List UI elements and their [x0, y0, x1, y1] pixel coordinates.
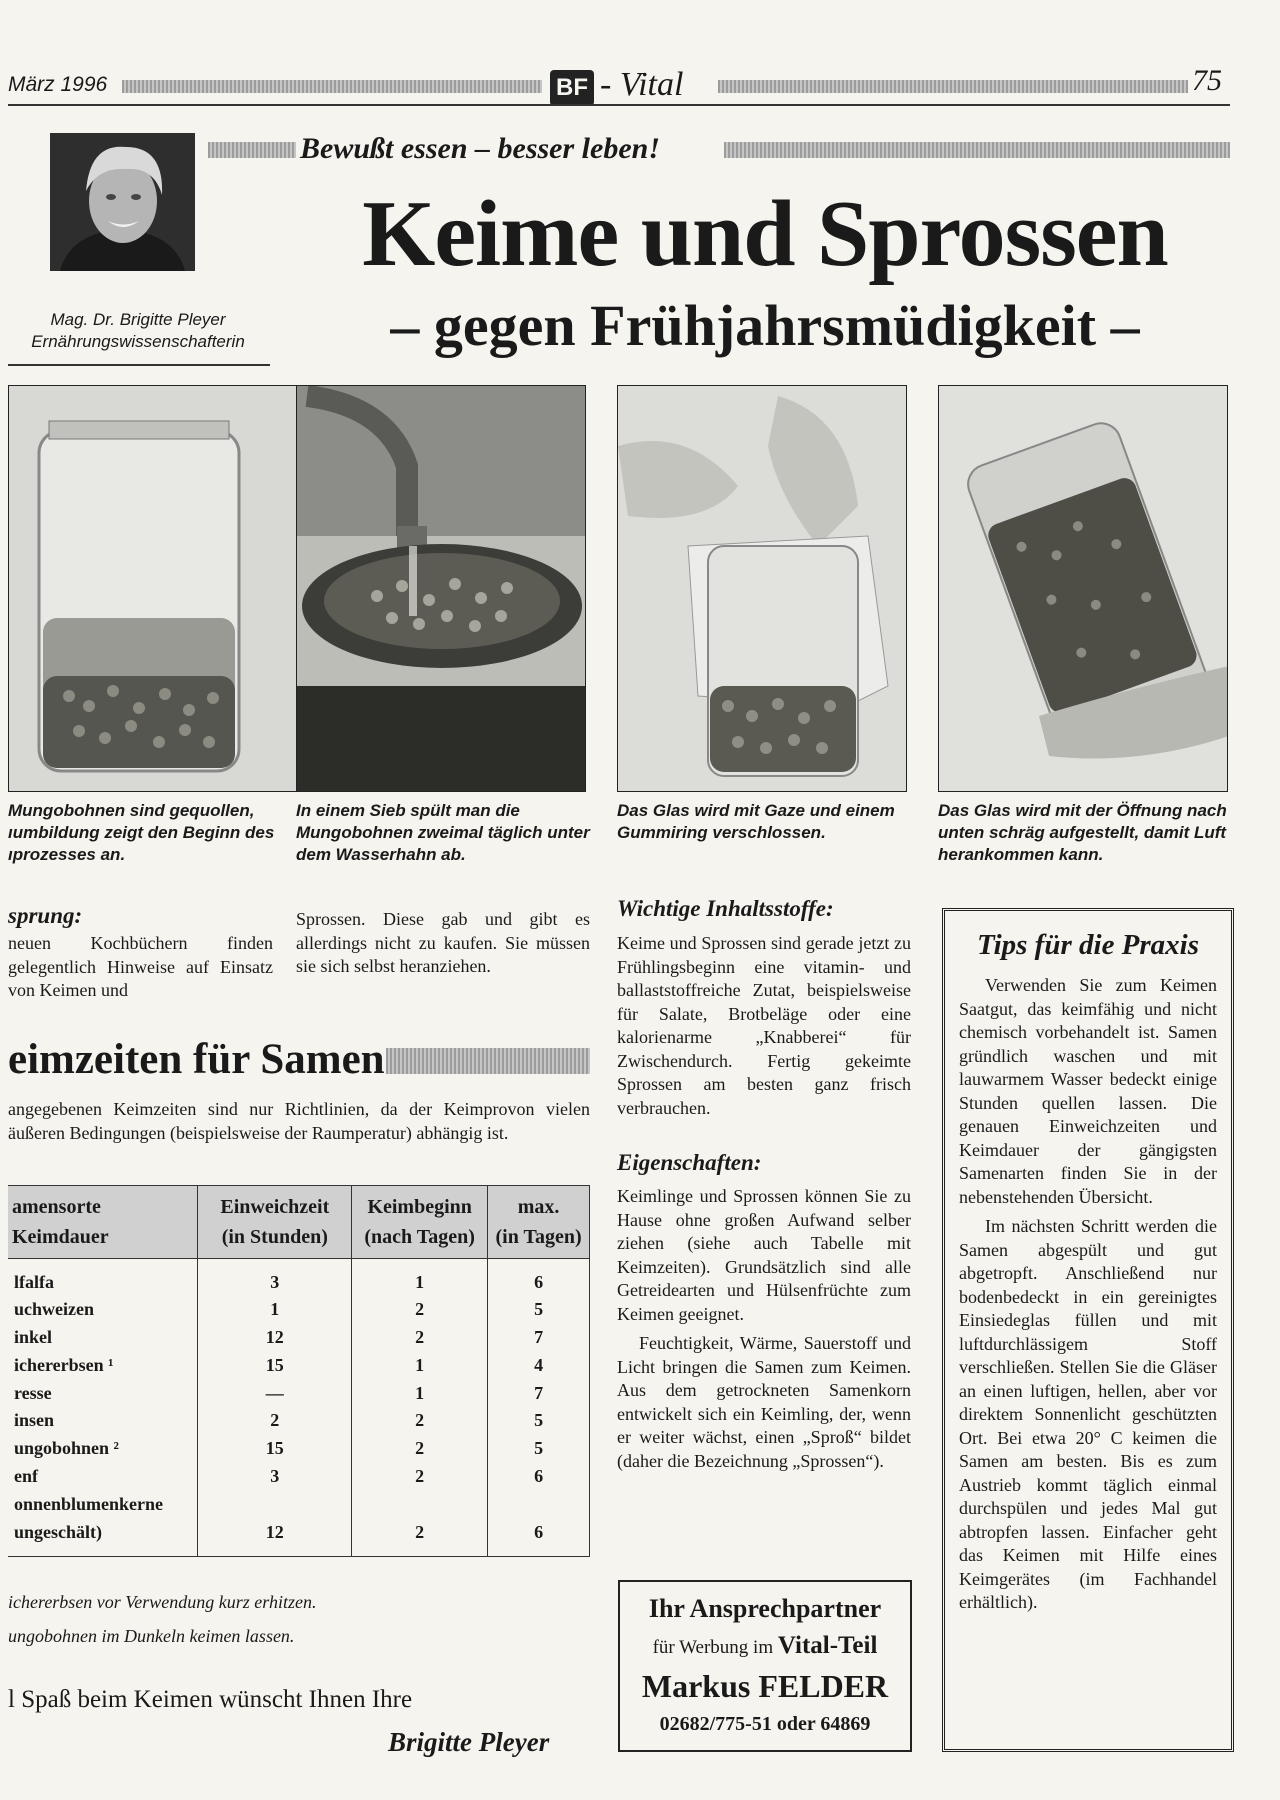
- col-header-keimbeginn: Keimbeginn (nach Tagen): [352, 1186, 488, 1259]
- inhaltsstoffe-heading: Wichtige Inhaltsstoffe:: [617, 896, 834, 921]
- article-subheadline: – gegen Frühjahrsmüdigkeit –: [390, 293, 1140, 358]
- header-rule-right: [718, 80, 1188, 93]
- ursprung-heading: sprung:: [8, 903, 83, 928]
- page-number: 75: [1192, 64, 1222, 97]
- section-title: - Vital: [600, 66, 684, 103]
- inhaltsstoffe-text: Keime und Sprossen sind gerade jetzt zu Frühlingsbeginn eine vitamin- und ballaststoffreiche Zutat, beispielsweise für Salate, Brotbeläge oder eine kalorienarme „Knabberei“ für Zwischendurch. Fertig gekeimte Sprossen am besten ganz frisch verbrauchen.: [617, 933, 911, 1118]
- contact-line: für Werbung im Vital-Teil: [652, 1632, 878, 1659]
- closing-line: l Spaß beim Keimen wünscht Ihnen Ihre: [8, 1686, 413, 1713]
- photo-rinsing-sieve: [296, 385, 586, 792]
- table-row: inkel 12 2 7: [8, 1324, 590, 1352]
- article-kicker: Bewußt essen – besser leben!: [300, 132, 660, 165]
- col-header-einweichzeit: Einweichzeit (in Stunden): [198, 1186, 352, 1259]
- table-row: ungobohnen ² 15 2 5: [8, 1435, 590, 1463]
- keimzeiten-intro: angegebenen Keimzeiten sind nur Richtlinien, da der Keimprovon vielen äußeren Bedingungen (beispielsweise der Raumperatur) abhängig ist.: [8, 1099, 590, 1143]
- author-divider: [8, 364, 270, 366]
- contact-title: Ihr Ansprechpartner: [648, 1594, 882, 1623]
- kicker-rule-right: [724, 142, 1230, 158]
- tips-heading: Tips für die Praxis: [976, 929, 1200, 961]
- table-row: enf 3 2 6: [8, 1463, 590, 1491]
- table-row: uchweizen 1 2 5: [8, 1296, 590, 1324]
- photo-tilted-jar: [938, 385, 1228, 792]
- portrait-image: [50, 133, 195, 271]
- tips-text: [945, 962, 1231, 1615]
- header-rule-left: [122, 80, 542, 93]
- magazine-logo: BF: [550, 70, 594, 106]
- keimzeiten-rule: [386, 1048, 590, 1074]
- caption-photo-1: Mungobohnen sind gequollen, ıumbildung zeigt den Beginn des ıprozesses an.: [8, 801, 275, 864]
- contact-name: Markus FELDER: [641, 1668, 889, 1704]
- table-row: onnenblumenkerne: [8, 1491, 590, 1519]
- caption-photo-2: In einem Sieb spült man die Mungobohnen zweimal täglich unter dem Wasserhahn ab.: [296, 801, 590, 864]
- eigenschaften-paragraph-1: Keimlinge und Sprossen können Sie zu Hause ohne großen Aufwand selber ziehen (siehe auch Tabelle mit Keimzeiten). Grundsätzlich sind alle Getreidearten und Hülsenfrüchte zum Keimen geeignet.: [617, 1186, 911, 1324]
- caption-photo-4: Das Glas wird mit der Öffnung nach unten schräg aufgestellt, damit Luft herankommen kann.: [938, 801, 1227, 864]
- keimzeiten-table: [8, 1185, 590, 1557]
- tips-paragraph-2: Im nächsten Schritt werden die Samen abgespült und gut abgetropft. Anschließend nur bodenbedeckt in ein gereinigtes Einsiedeglas füllen und mit luftdurchlässigem Stoff verschließen. Stellen Sie die Gläser an einen luftigen, hellen, aber vor direktem Sonnenlicht geschützten Ort. Bei etwa 20° C keimen die Samen am besten. Bis es zum Austrieb kommt täglich einmal durchspülen und jedes Mal gut abtropfen lassen. Einfacher geht das Keimen mit Hilfe eines Keimgerätes (im Fachhandel erhältlich).: [959, 1216, 1217, 1612]
- eigenschaften-heading: Eigenschaften:: [617, 1150, 762, 1175]
- tips-box: [942, 908, 1234, 1752]
- table-header-row: [8, 1186, 590, 1259]
- author-name: Mag. Dr. Brigitte Pleyer: [50, 310, 226, 329]
- author-signature: Brigitte Pleyer: [388, 1727, 550, 1757]
- header-divider: [8, 104, 1230, 106]
- issue-date: März 1996: [8, 73, 108, 96]
- photo-gauze-jar: [617, 385, 907, 792]
- kicker-rule-left: [208, 142, 296, 158]
- photo-soaked-beans: [8, 385, 298, 792]
- ursprung-text: neuen Kochbüchern finden gelegentlich Hinweise auf Einsatz von Keimen und: [8, 933, 273, 1000]
- article-headline: Keime und Sprossen: [362, 182, 1168, 286]
- table-row: ichererbsen ¹ 15 1 4: [8, 1352, 590, 1380]
- eigenschaften-paragraph-2: Feuchtigkeit, Wärme, Sauerstoff und Licht bringen die Samen zum Keimen. Aus dem getrockneten Samenkorn entwickelt sich ein Keimling, der, wenn er weiter wächst, einen „Sproß“ bildet (daher die Bezeichnung „Sprossen“).: [617, 1333, 911, 1471]
- contact-phone: 02682/775-51 oder 64869: [659, 1713, 871, 1735]
- footnote-1: ichererbsen vor Verwendung kurz erhitzen.: [8, 1592, 317, 1612]
- caption-photo-3: Das Glas wird mit Gaze und einem Gummiring verschlossen.: [617, 801, 895, 842]
- tips-paragraph-1: Verwenden Sie zum Keimen Saatgut, das keimfähig und nicht chemisch vorbehandelt ist. Samen gründlich waschen und mit lauwarmem Wasser bedeckt einige Stunden quellen lassen. Die genauen Einweichzeiten und Keimdauer der gängigsten Samenarten finden Sie in der nebenstehenden Übersicht.: [959, 975, 1217, 1207]
- table-row: lfalfa 3 1 6: [8, 1269, 590, 1297]
- keimzeiten-heading: eimzeiten für Samen: [8, 1036, 385, 1083]
- table-row: insen 2 2 5: [8, 1407, 590, 1435]
- author-role: Ernährungswissenschafterin: [31, 332, 245, 351]
- col-header-max: max. (in Tagen): [488, 1186, 590, 1259]
- eigenschaften-text: [617, 1185, 911, 1479]
- footnote-2: ungobohnen im Dunkeln keimen lassen.: [8, 1626, 295, 1646]
- contact-box: [618, 1580, 912, 1752]
- table-row: ungeschält) 12 2 6: [8, 1519, 590, 1557]
- author-portrait: [50, 133, 195, 271]
- ursprung-continuation: Sprossen. Diese gab und gibt es allerdings nicht zu kaufen. Sie müssen sie sich selbst heranziehen.: [296, 909, 590, 976]
- col-header-samensorte: amensorte Keimdauer: [8, 1186, 198, 1259]
- table-row: resse — 1 7: [8, 1380, 590, 1408]
